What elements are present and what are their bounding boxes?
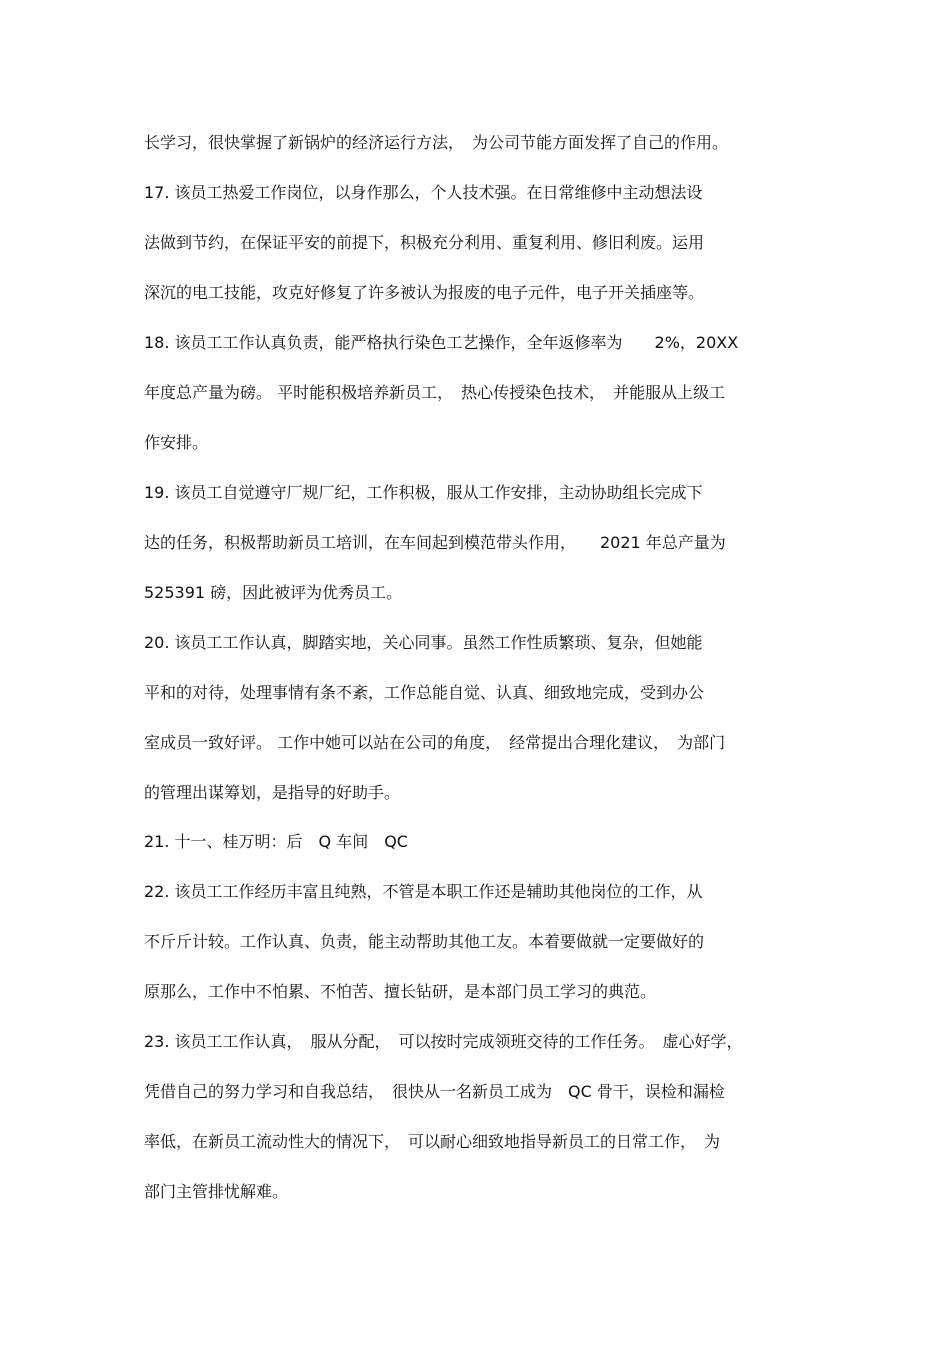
text-line: 年度总产量为磅。 平时能积极培养新员工， 热心传授染色技术， 并能服从上级工 bbox=[144, 383, 726, 402]
text-line: 长学习，很快掌握了新锅炉的经济运行方法， 为公司节能方面发挥了自己的作用。 bbox=[144, 133, 729, 152]
text-line: 凭借自己的努力学习和自我总结， 很快从一名新员工成为 QC 骨干，误检和漏检 bbox=[144, 1082, 725, 1101]
text-line: 作安排。 bbox=[144, 433, 209, 452]
text-line: 17. 该员工热爱工作岗位，以身作那么，个人技术强。在日常维修中主动想法设 bbox=[144, 183, 703, 202]
text-line: 部门主管排忧解难。 bbox=[144, 1182, 289, 1201]
text-line: 法做到节约，在保证平安的前提下，积极充分利用、重复利用、修旧利废。运用 bbox=[144, 233, 705, 252]
text-line: 率低，在新员工流动性大的情况下， 可以耐心细致地指导新员工的日常工作， 为 bbox=[144, 1132, 721, 1151]
text-line: 深沉的电工技能，攻克好修复了许多被认为报废的电子元件，电子开关插座等。 bbox=[144, 283, 705, 302]
text-line: 不斤斤计较。工作认真、负责，能主动帮助其他工友。本着要做就一定要做好的 bbox=[144, 932, 705, 951]
text-line: 室成员一致好评。 工作中她可以站在公司的角度， 经常提出合理化建议， 为部门 bbox=[144, 733, 726, 752]
text-line: 22. 该员工工作经历丰富且纯熟，不管是本职工作还是辅助其他岗位的工作，从 bbox=[144, 882, 703, 901]
text-line: 原那么，工作中不怕累、不怕苦、擅长钻研，是本部门员工学习的典范。 bbox=[144, 982, 657, 1001]
text-line: 达的任务，积极帮助新员工培训，在车间起到模范带头作用， 2021 年总产量为 bbox=[144, 533, 726, 552]
text-line: 525391 磅，因此被评为优秀员工。 bbox=[144, 583, 403, 602]
text-line: 19. 该员工自觉遵守厂规厂纪，工作积极，服从工作安排，主动协助组长完成下 bbox=[144, 483, 703, 502]
text-line: 的管理出谋筹划，是指导的好助手。 bbox=[144, 783, 401, 802]
text-line: 18. 该员工工作认真负责，能严格执行染色工艺操作，全年返修率为 2%，20XX bbox=[144, 333, 739, 352]
text-line: 23. 该员工工作认真， 服从分配， 可以按时完成领班交待的工作任务。 虚心好学， bbox=[144, 1032, 743, 1051]
text-line: 20. 该员工工作认真，脚踏实地，关心同事。虽然工作性质繁琐、复杂，但她能 bbox=[144, 633, 703, 652]
text-line: 平和的对待，处理事情有条不紊，工作总能自觉、认真、细致地完成，受到办公 bbox=[144, 683, 705, 702]
text-line: 21. 十一、桂万明：后 Q 车间 QC bbox=[144, 832, 408, 851]
